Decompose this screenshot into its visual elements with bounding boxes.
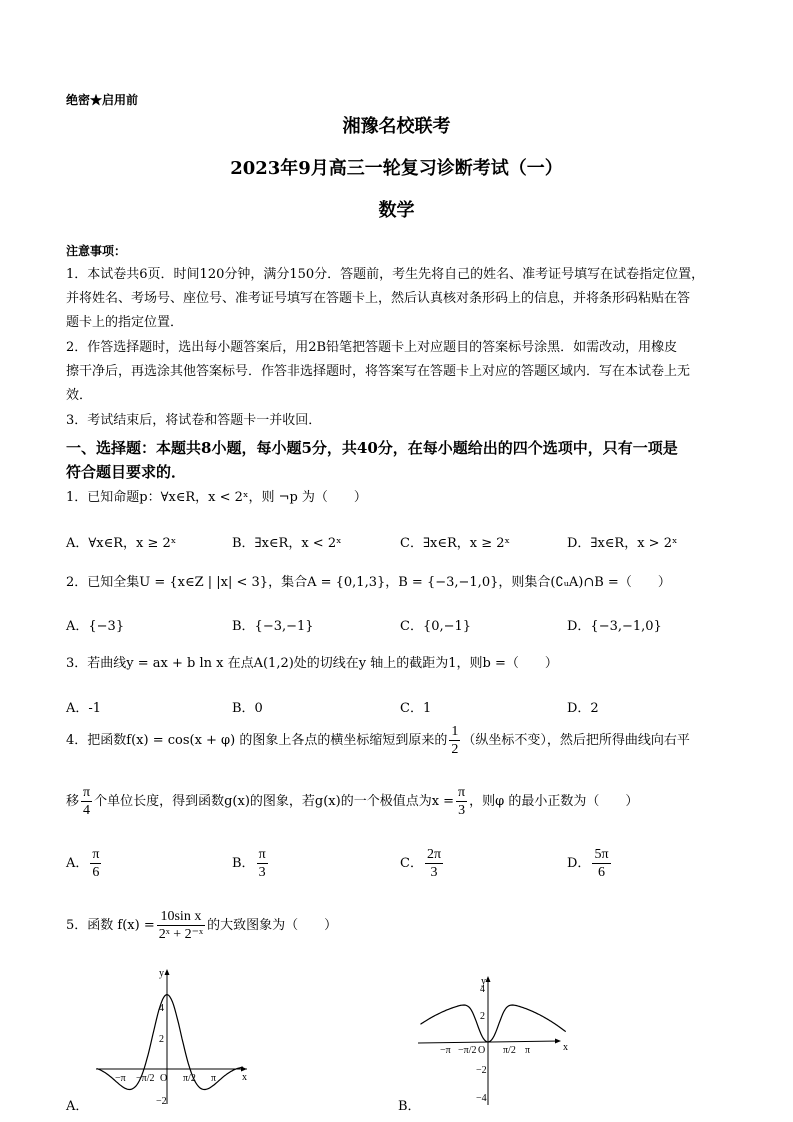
x-tick-label: π/2 bbox=[183, 1073, 196, 1084]
q4-text-a: 4．把函数f(x) = cos(x + φ) 的图象上各点的横坐标缩短到原来的 bbox=[66, 733, 448, 748]
fraction-denominator: 4 bbox=[83, 803, 91, 818]
question-1-stem: 1．已知命题p：∀x∈R，x < 2ˣ，则 ¬p 为（ ） bbox=[66, 490, 367, 505]
q2-option-d: D．{−3,−1,0} bbox=[567, 619, 662, 634]
q2-option-a: A．{−3} bbox=[66, 619, 125, 634]
q1-option-c: C．∃x∈R，x ≥ 2ˣ bbox=[400, 536, 511, 551]
question-2-stem: 2．已知全集U = {x∈Z | |x| < 3}，集合A = {0,1,3}，B = {−3,−1,0}，则集合(∁ᵤA)∩B =（ ） bbox=[66, 575, 671, 590]
q5-text-b: 的大致图象为（ ） bbox=[207, 918, 338, 933]
option-letter: B． bbox=[232, 856, 255, 871]
fraction-numerator: π bbox=[258, 847, 266, 862]
fraction-numerator: 2π bbox=[426, 847, 442, 862]
fraction-numerator: π bbox=[458, 785, 466, 800]
y-axis-label: y bbox=[159, 968, 164, 979]
x-tick-label: π/2 bbox=[503, 1045, 516, 1056]
note-line: 题卡上的指定位置． bbox=[66, 315, 184, 330]
fraction-denominator: 6 bbox=[597, 865, 605, 880]
q3-option-b: B．0 bbox=[232, 701, 263, 716]
x-tick-label: −π bbox=[115, 1073, 126, 1084]
graph-a bbox=[96, 968, 247, 1107]
option-letter: C． bbox=[400, 856, 423, 871]
q1-option-d: D．∃x∈R，x > 2ˣ bbox=[567, 536, 678, 551]
q1-option-b: B．∃x∈R，x < 2ˣ bbox=[232, 536, 342, 551]
x-axis-label: x bbox=[563, 1042, 568, 1053]
q3-option-c: C．1 bbox=[400, 701, 432, 716]
q3-option-d: D．2 bbox=[567, 701, 599, 716]
q2-option-b: B．{−3,−1} bbox=[232, 619, 314, 634]
question-3-stem: 3．若曲线y = ax + b ln x 在点A(1,2)处的切线在y 轴上的截距为1，则b =（ ） bbox=[66, 656, 558, 671]
exam-organizer: 湘豫名校联考 bbox=[342, 116, 451, 137]
fraction-denominator: 2ˣ + 2⁻ˣ bbox=[158, 927, 204, 942]
y-tick-label: −4 bbox=[476, 1093, 487, 1104]
exam-title: 2023年9月高三一轮复习诊断考试（一） bbox=[230, 158, 563, 179]
option-letter: D． bbox=[567, 856, 591, 871]
fraction-denominator: 6 bbox=[92, 865, 100, 880]
note-line: 擦干净后，再选涂其他答案标号．作答非选择题时，将答案写在答题卡上对应的答题区域内．写在本试卷上无 bbox=[66, 364, 691, 379]
y-tick-label: 4 bbox=[159, 1003, 164, 1014]
section-heading: 一、选择题：本题共8小题，每小题5分，共40分，在每小题给出的四个选项中，只有一项是 bbox=[66, 439, 678, 457]
note-line: 2．作答选择题时，选出每小题答案后，用2B铅笔把答题卡上对应题目的答案标号涂黑．如需改动，用橡皮 bbox=[66, 340, 678, 355]
x-axis-arrow-icon bbox=[555, 1039, 561, 1044]
y-axis-arrow-icon bbox=[165, 969, 170, 975]
x-tick-label: O bbox=[478, 1045, 486, 1056]
fraction-numerator: π bbox=[83, 785, 91, 800]
fraction-denominator: 3 bbox=[258, 865, 266, 880]
x-tick-label: π bbox=[525, 1045, 531, 1056]
y-tick-label: 4 bbox=[480, 984, 485, 995]
q4-text-e: ，则φ 的最小正数为（ ） bbox=[469, 794, 639, 809]
y-axis-arrow-icon bbox=[486, 976, 491, 982]
note-line: 效． bbox=[66, 388, 93, 403]
fraction-denominator: 2 bbox=[451, 742, 459, 757]
fraction-numerator: π bbox=[92, 847, 100, 862]
q5-option-b-label: B． bbox=[398, 1099, 421, 1114]
note-line: 并将姓名、考场号、座位号、准考证号填写在答题卡上，然后认真核对条形码上的信息，并将条形码粘贴在答 bbox=[66, 291, 691, 306]
fraction-numerator: 1 bbox=[451, 724, 459, 739]
y-tick-label: −2 bbox=[156, 1096, 167, 1107]
x-tick-label: −π bbox=[440, 1045, 451, 1056]
q3-option-a: A．-1 bbox=[66, 701, 102, 716]
fraction-numerator: 10sin x bbox=[157, 908, 205, 926]
confidential-label: 绝密★启用前 bbox=[66, 93, 139, 107]
note-line: 3．考试结束后，将试卷和答题卡一并收回． bbox=[66, 413, 322, 428]
notes-title: 注意事项： bbox=[66, 244, 127, 258]
fraction-numerator: 5π bbox=[594, 847, 609, 862]
x-tick-label: −π/2 bbox=[136, 1073, 155, 1084]
section-heading-cont: 符合题目要求的． bbox=[66, 463, 187, 481]
x-tick-label: π bbox=[211, 1073, 217, 1084]
subject-title: 数学 bbox=[378, 200, 415, 221]
function-curve bbox=[421, 1005, 566, 1042]
y-tick-label: 2 bbox=[480, 1011, 485, 1022]
y-tick-label: 2 bbox=[159, 1034, 164, 1045]
x-tick-label: −π/2 bbox=[458, 1045, 477, 1056]
q5-text-a: 5．函数 f(x) = bbox=[66, 918, 155, 933]
q1-option-a: A．∀x∈R，x ≥ 2ˣ bbox=[66, 536, 177, 551]
q4-text-d: 个单位长度，得到函数g(x)的图象，若g(x)的一个极值点为x = bbox=[94, 794, 455, 809]
fraction-denominator: 3 bbox=[458, 803, 466, 818]
q4-text-c: 移 bbox=[66, 794, 80, 809]
graph-b bbox=[418, 976, 568, 1105]
x-axis-label: x bbox=[242, 1072, 247, 1083]
y-tick-label: −2 bbox=[476, 1065, 487, 1076]
q2-option-c: C．{0,−1} bbox=[400, 619, 472, 634]
note-line: 1．本试卷共6页．时间120分钟，满分150分．答题前，考生先将自己的姓名、准考证号填写在试卷指定位置， bbox=[66, 267, 705, 282]
fraction-denominator: 3 bbox=[430, 865, 438, 880]
q5-option-a-label: A． bbox=[66, 1099, 89, 1114]
q4-text-b: （纵坐标不变），然后把所得曲线向右平 bbox=[462, 733, 690, 748]
y-axis-label: y bbox=[481, 976, 486, 987]
option-letter: A． bbox=[66, 856, 89, 871]
x-tick-label: O bbox=[160, 1073, 168, 1084]
